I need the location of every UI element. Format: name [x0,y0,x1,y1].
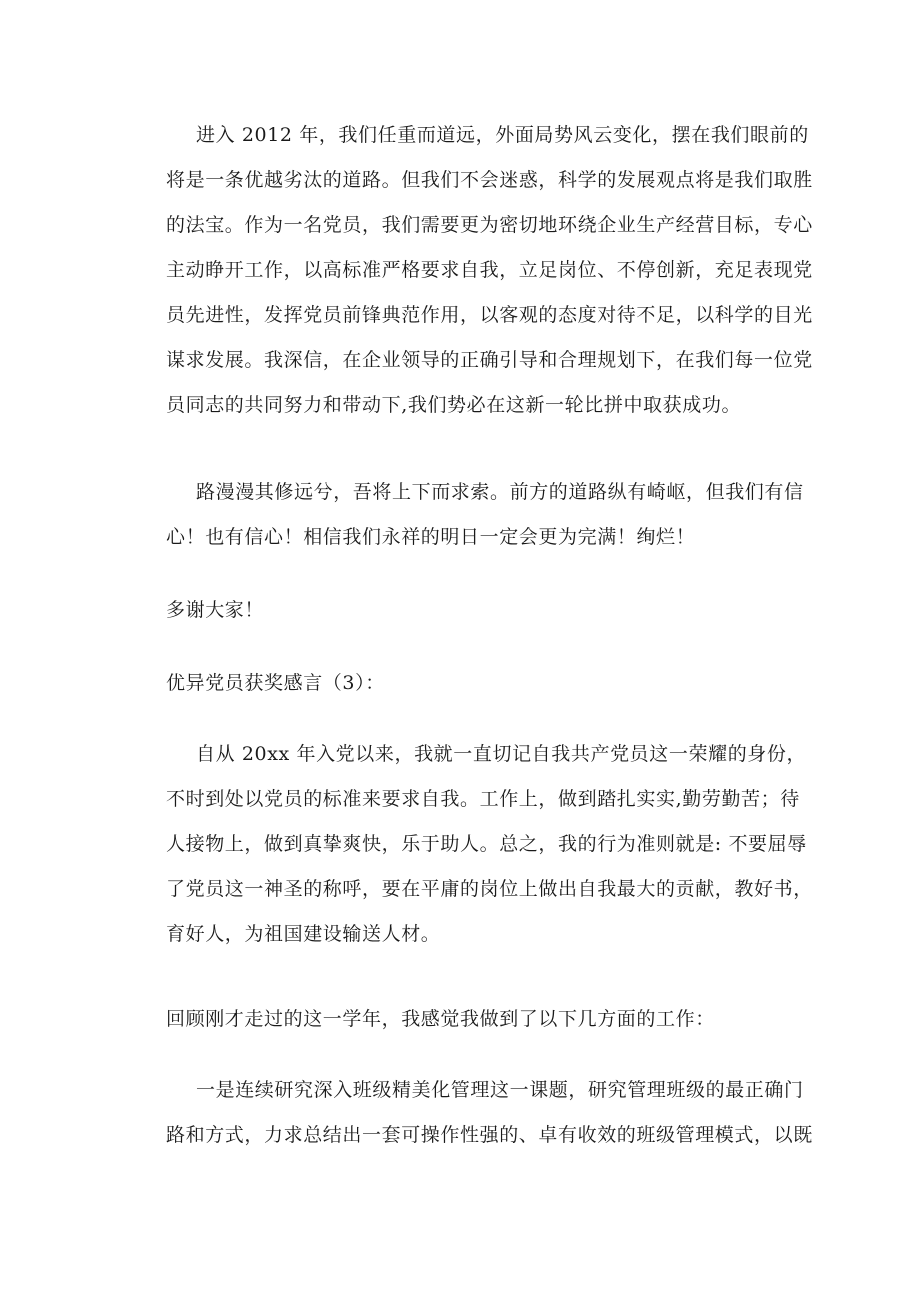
paragraph-4 [136,732,813,957]
text-line: 谋求发展。我深信，在企业领导的正确引导和合理规划下，在我们每一位党 [166,349,813,371]
text-line: 路漫漫其修远兮，吾将上下而求索。前方的道路纵有崎岖，但我们有信 [196,481,804,503]
section-heading: 优异党员获奖感言（3）： [166,672,385,694]
paragraph-6 [136,1068,813,1158]
text-line: 进入 2012 年，我们任重而道远，外面局势风云变化，摆在我们眼前的 [196,124,809,146]
text-line: 员先进性，发挥党员前锋典范作用，以客观的态度对待不足，以科学的目光 [166,304,813,326]
text-line: 不时到处以党员的标准来要求自我。工作上，做到踏扎实实,勤劳勤苦；待 [166,788,800,810]
text-line: 员同志的共同努力和带动下,我们势必在这新一轮比拼中取获成功。 [166,394,742,416]
text-line: 将是一条优越劣汰的道路。但我们不会迷惑，科学的发展观点将是我们取胜 [166,169,813,191]
text-line: 人接物上，做到真挚爽快，乐于助人。总之，我的行为准则就是: 不要屈辱 [166,833,807,855]
text-line: 主动睁开工作，以高标准严格要求自我，立足岗位、不停创新，充足表现党 [166,259,813,281]
text-line: 的法宝。作为一名党员，我们需要更为密切地环绕企业生产经营目标，专心 [166,214,813,236]
paragraph-2 [136,470,804,560]
paragraph-thanks: 多谢大家！ [166,599,265,621]
text-line: 了党员这一神圣的称呼，要在平庸的岗位上做出自我最大的贡献，教好书， [166,878,813,900]
text-line: 心！也有信心！相信我们永祥的明日一定会更为完满！绚烂！ [166,526,696,548]
paragraph-5: 回顾刚才走过的这一学年，我感觉我做到了以下几方面的工作： [166,1008,715,1030]
text-line: 自从 20xx 年入党以来，我就一直切记自我共产党员这一荣耀的身份， [196,743,807,765]
text-line: 路和方式，力求总结出一套可操作性强的、卓有收效的班级管理模式，以既 [166,1124,813,1146]
paragraph-1 [136,113,813,428]
text-line: 育好人，为祖国建设输送人材。 [166,923,441,945]
text-line: 一是连续研究深入班级精美化管理这一课题，研究管理班级的最正确门 [196,1079,804,1101]
